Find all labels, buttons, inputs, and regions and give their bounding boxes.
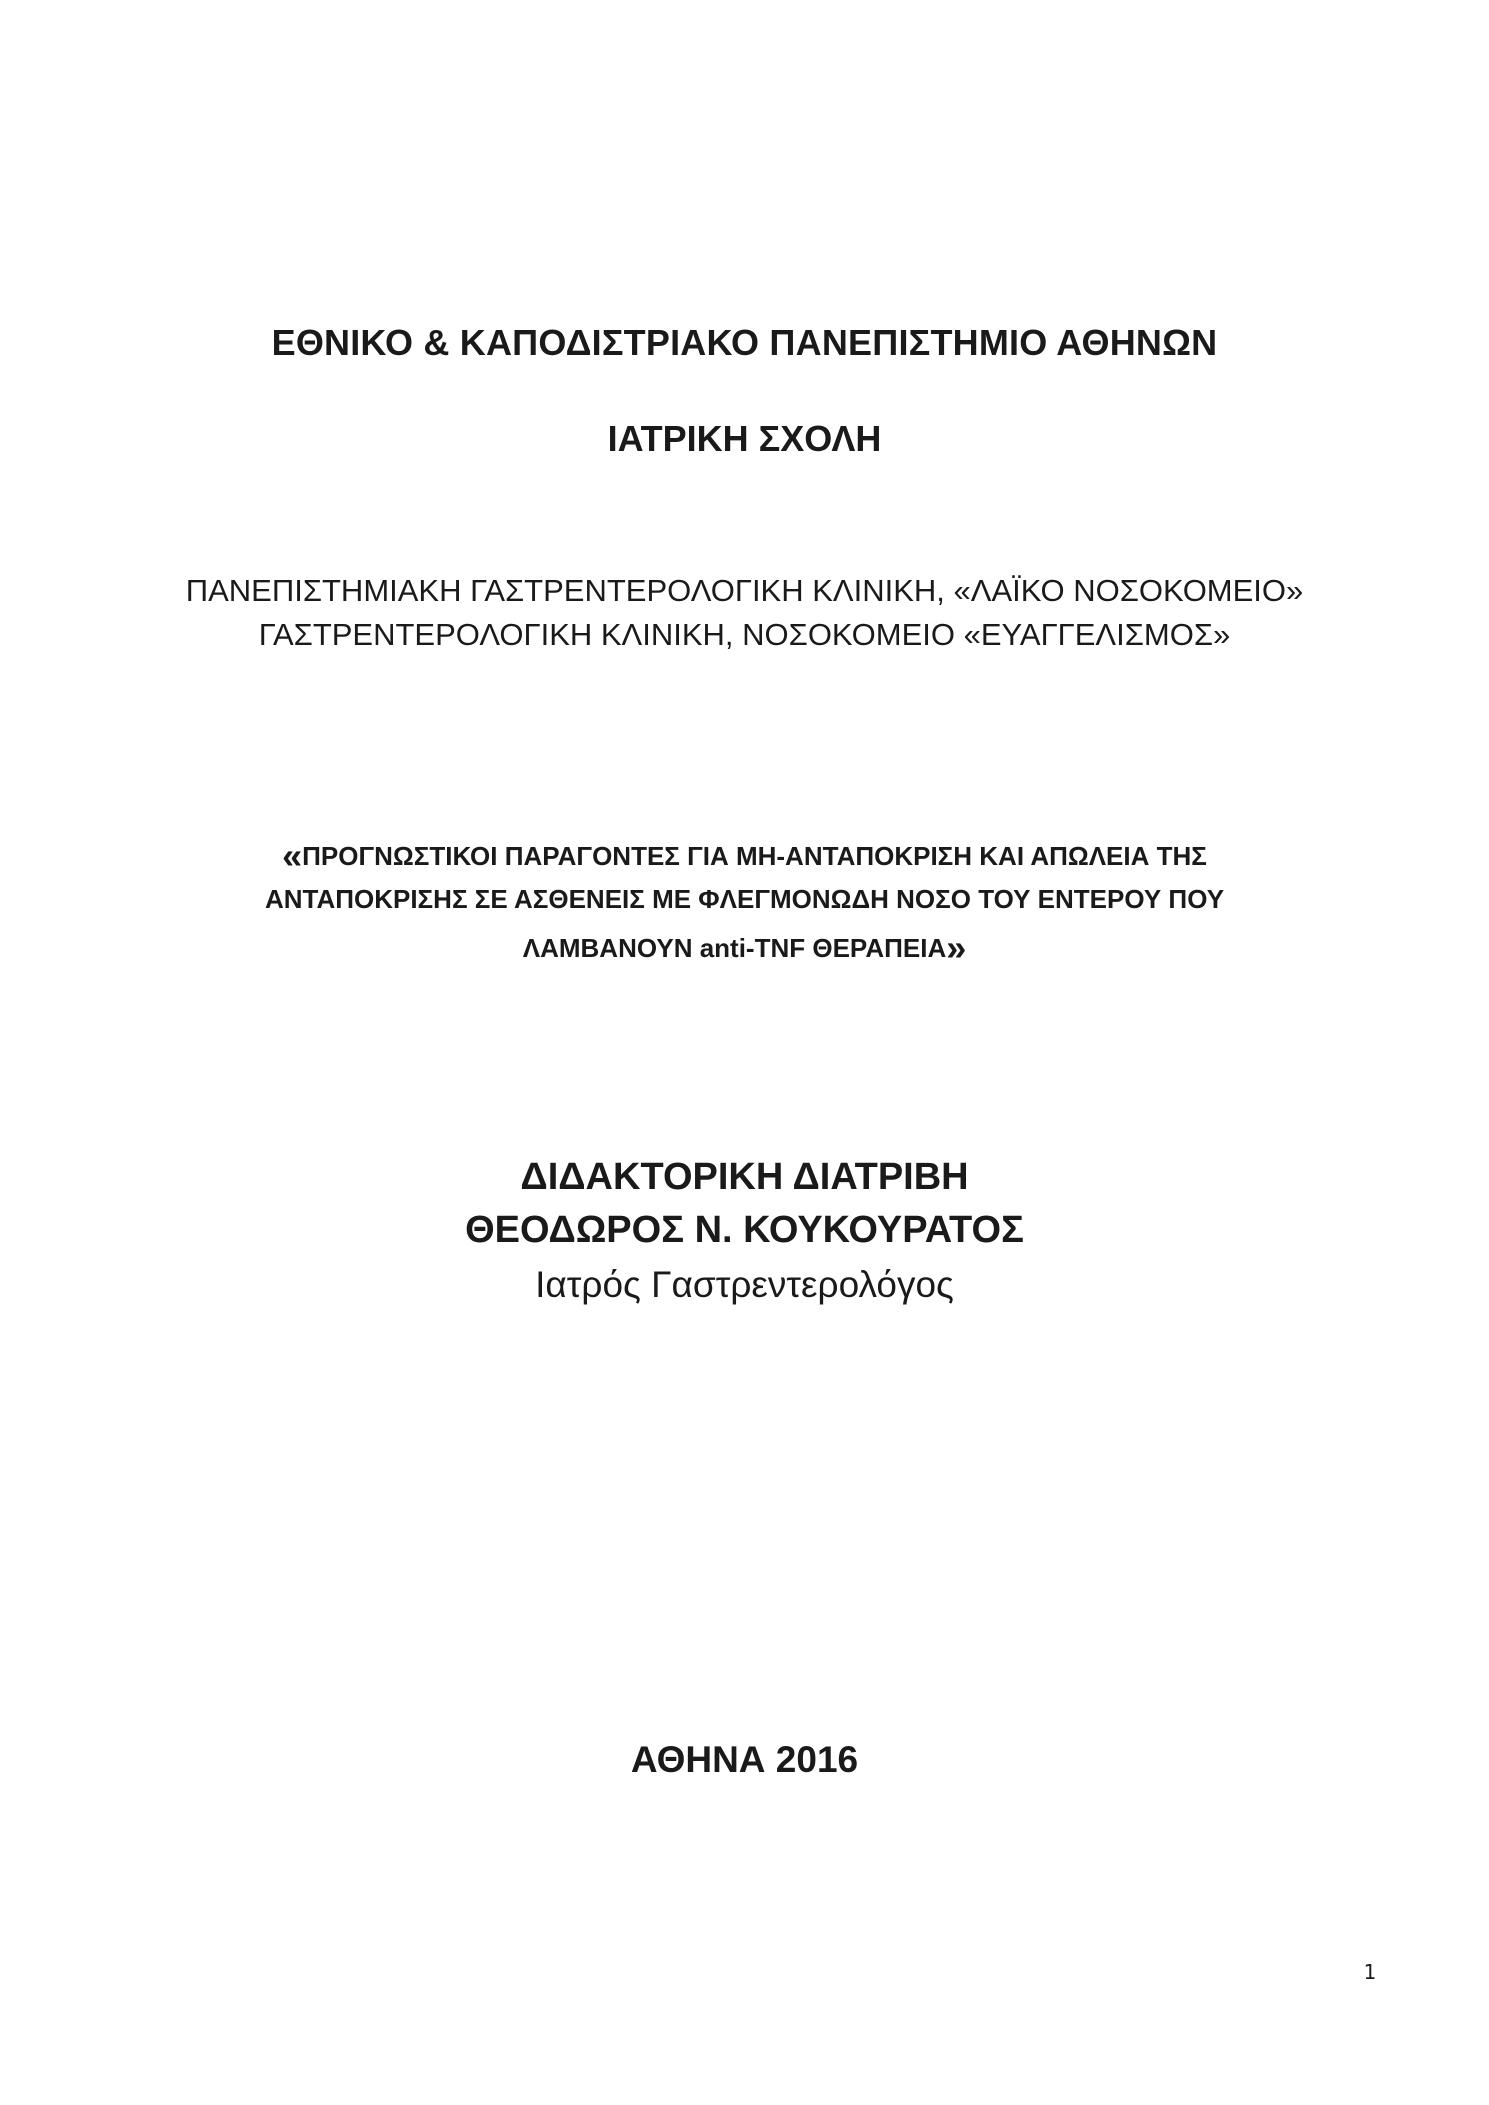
- university-name: ΕΘΝΙΚΟ & ΚΑΠΟΔΙΣΤΡΙΑΚΟ ΠΑΝΕΠΙΣΤΗΜΙΟ ΑΘΗΝΩΝ: [271, 322, 1218, 363]
- title-close-quote: »: [946, 927, 967, 968]
- title-open-quote: «: [282, 835, 303, 876]
- clinic-line-2: ΓΑΣΤΡΕΝΤΕΡΟΛΟΓΙΚΗ ΚΛΙΝΙΚΗ, ΝΟΣΟΚΟΜΕΙΟ «ΕΥΑΓΓΕΛΙΣΜΟΣ»: [258, 617, 1231, 652]
- title-line-3-text: ΛΑΜΒΑΝΟΥΝ anti-TNF ΘΕΡΑΠΕΙΑ: [522, 933, 947, 963]
- school-name: ΙΑΤΡΙΚΗ ΣΧΟΛΗ: [607, 418, 882, 459]
- page-number: 1: [1363, 1960, 1377, 1984]
- thesis-title-line-2: [0, 884, 1489, 915]
- place-and-year: ΑΘΗΝΑ 2016: [630, 1739, 859, 1780]
- author-role: Ιατρός Γαστρεντερολόγος: [535, 1264, 954, 1305]
- thesis-title-line-1: [0, 835, 1489, 876]
- thesis-title-line-3: [0, 927, 1489, 968]
- title-line-1-text: ΠΡΟΓΝΩΣΤΙΚΟΙ ΠΑΡΑΓΟΝΤΕΣ ΓΙΑ ΜΗ-ΑΝΤΑΠΟΚΡΙΣΗ ΚΑΙ ΑΠΩΛΕΙΑ ΤΗΣ: [302, 841, 1207, 871]
- author-name: ΘΕΟΔΩΡΟΣ Ν. ΚΟΥΚΟΥΡΑΤΟΣ: [465, 1209, 1024, 1251]
- thesis-type: ΔΙΔΑΚΤΟΡΙΚΗ ΔΙΑΤΡΙΒΗ: [520, 1156, 969, 1198]
- clinic-line-1: ΠΑΝΕΠΙΣΤΗΜΙΑΚΗ ΓΑΣΤΡΕΝΤΕΡΟΛΟΓΙΚΗ ΚΛΙΝΙΚΗ, «ΛΑΪΚΟ ΝΟΣΟΚΟΜΕΙΟ»: [185, 573, 1304, 608]
- title-line-2-text: ΑΝΤΑΠΟΚΡΙΣΗΣ ΣΕ ΑΣΘΕΝΕΙΣ ΜΕ ΦΛΕΓΜΟΝΩΔΗ ΝΟΣΟ ΤΟΥ ΕΝΤΕΡΟΥ ΠΟΥ: [264, 884, 1225, 914]
